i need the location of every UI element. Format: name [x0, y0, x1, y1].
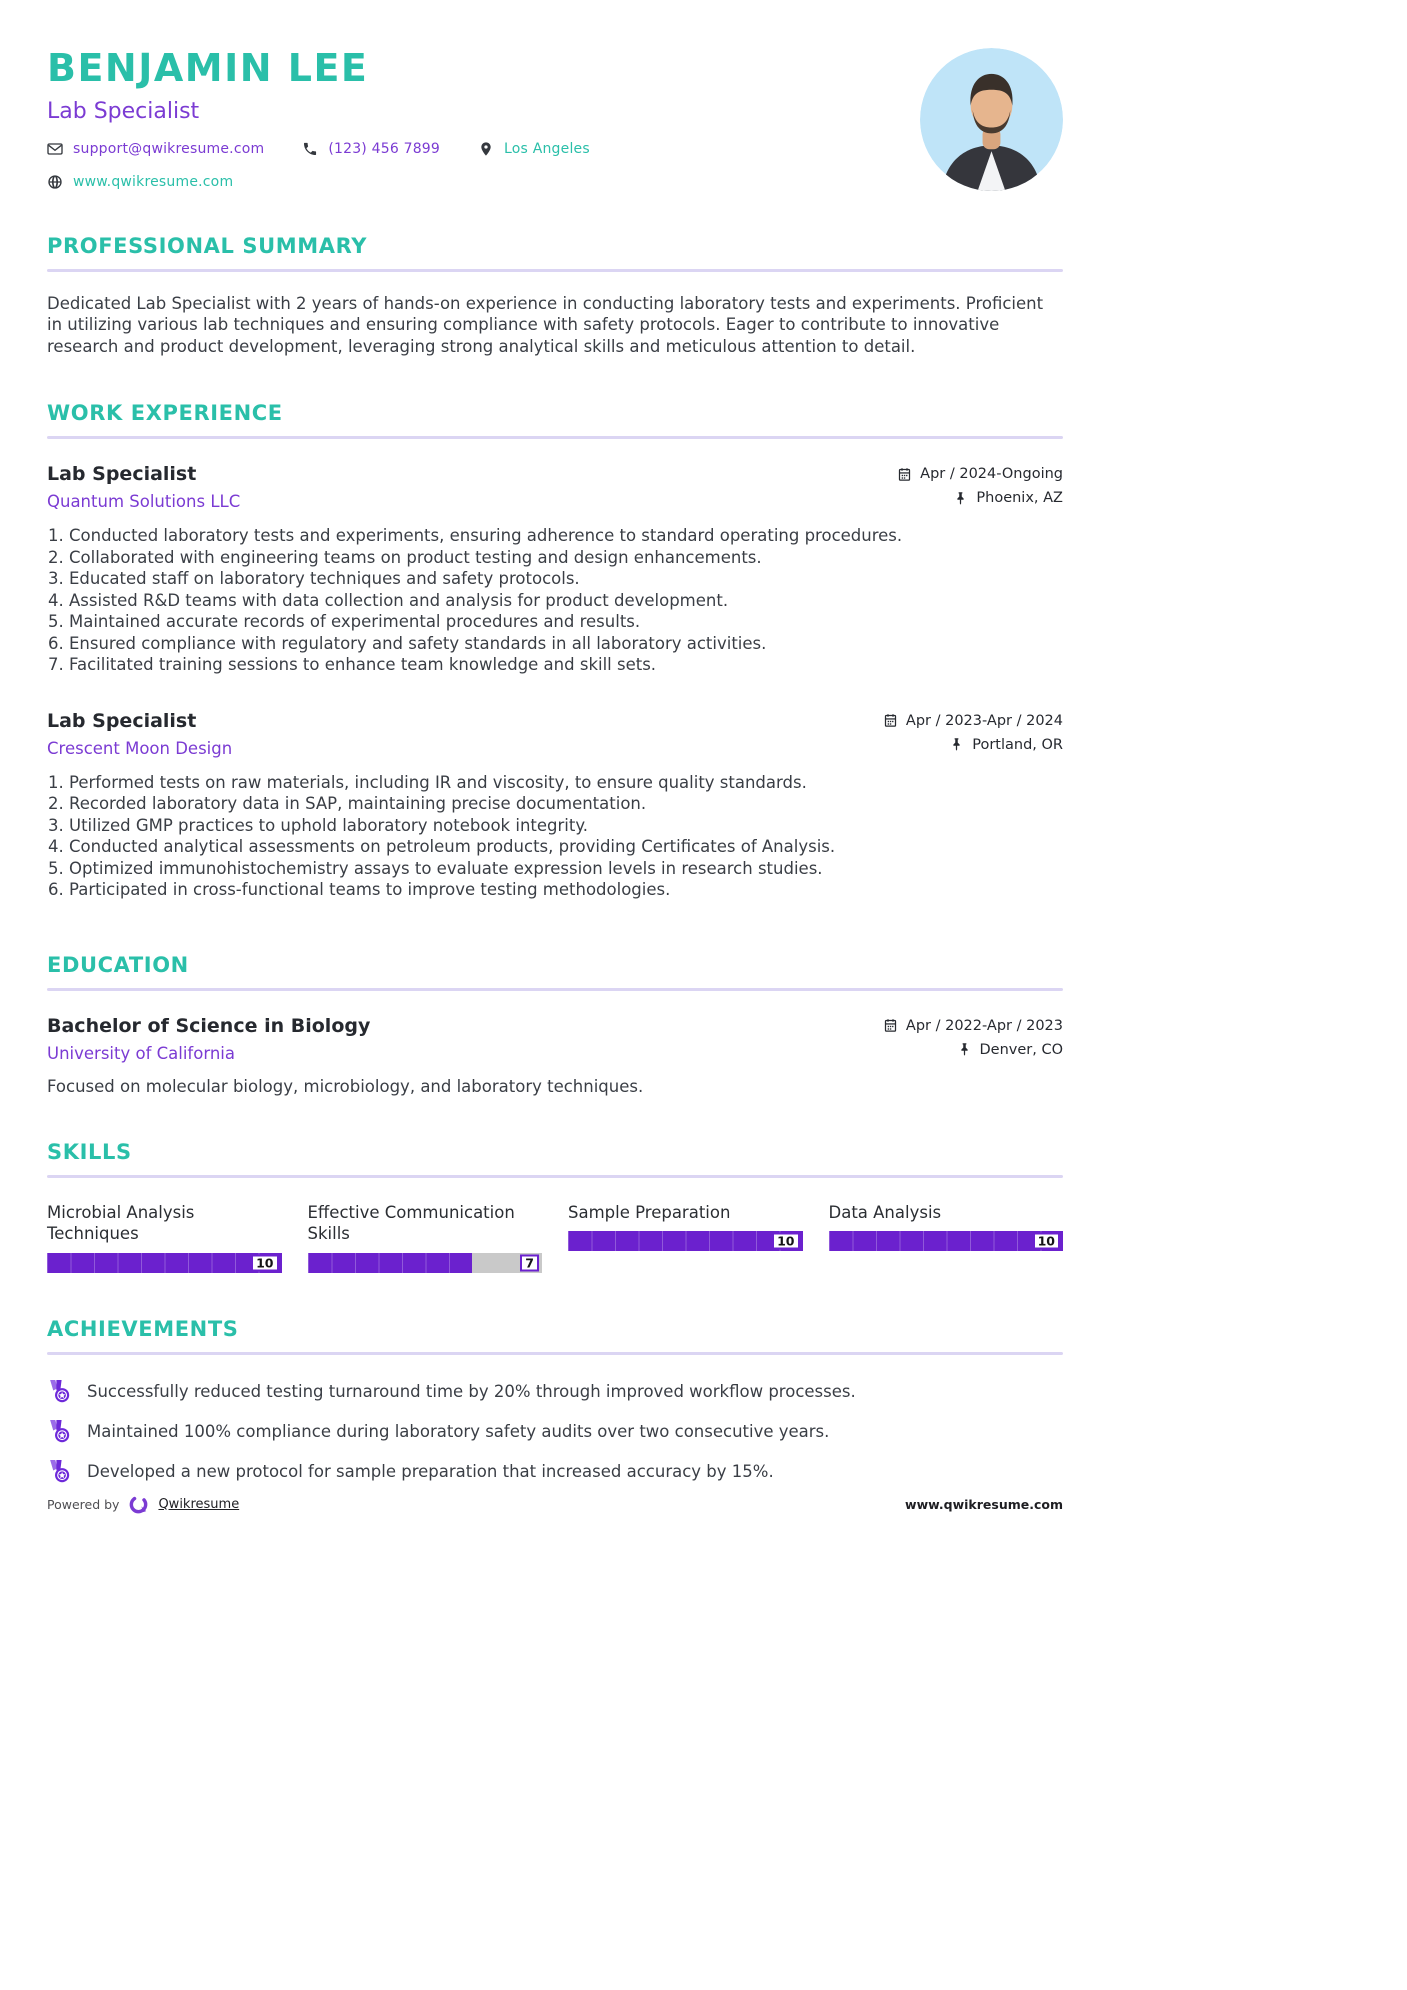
- skill-bar-fill: [568, 1231, 803, 1251]
- education-meta-block: [883, 1015, 1063, 1058]
- achievements-divider: [47, 1352, 1063, 1355]
- header: [47, 0, 1063, 190]
- pushpin-icon: [949, 737, 964, 752]
- job-bullet: 1. Performed tests on raw materials, including IR and viscosity, to ensure quality standards.: [69, 772, 1063, 794]
- location-item: [478, 141, 590, 157]
- achievement-item: [47, 1419, 1063, 1444]
- skill-item: [568, 1202, 803, 1273]
- qwikresume-logo-icon: [128, 1494, 149, 1515]
- job-company: Quantum Solutions LLC: [47, 492, 241, 512]
- skill-bar: [568, 1231, 803, 1251]
- education-description: Focused on molecular biology, microbiology, and laboratory techniques.: [47, 1076, 644, 1096]
- skills-grid: [47, 1202, 1063, 1273]
- contact-row-1: [47, 141, 1063, 157]
- achievement-item: [47, 1459, 1063, 1484]
- job-location-text: Portland, OR: [972, 736, 1063, 753]
- education-dates: [883, 1018, 1063, 1034]
- education-degree: Bachelor of Science in Biology: [47, 1014, 371, 1037]
- phone-icon: [302, 141, 318, 157]
- email-link[interactable]: [47, 141, 264, 157]
- achievement-text: Maintained 100% compliance during laboratory safety audits over two consecutive years.: [87, 1421, 830, 1441]
- job-company: Crescent Moon Design: [47, 738, 233, 758]
- summary-heading: PROFESSIONAL SUMMARY: [47, 233, 368, 258]
- skill-label: Data Analysis: [828, 1202, 942, 1222]
- medal-icon: [47, 1459, 72, 1484]
- job-title-block: [47, 463, 240, 511]
- achievement-item: [47, 1379, 1063, 1404]
- job-dates: [883, 713, 1063, 729]
- education-school: University of California: [47, 1043, 235, 1063]
- person-name: BENJAMIN LEE: [47, 46, 369, 90]
- skill-bar: [829, 1231, 1064, 1251]
- email-text: support@qwikresume.com: [73, 140, 265, 157]
- website-text: www.qwikresume.com: [73, 173, 234, 190]
- map-pin-icon: [478, 141, 494, 157]
- summary-divider: [47, 269, 1063, 272]
- pushpin-icon: [953, 491, 968, 506]
- job-bullet: 1. Conducted laboratory tests and experiments, ensuring adherence to standard operating procedures.: [69, 525, 1063, 547]
- skills-heading: SKILLS: [47, 1139, 132, 1164]
- skill-bar: [47, 1253, 282, 1273]
- job-title-block: [47, 710, 232, 758]
- skills-divider: [47, 1175, 1063, 1178]
- skills-section: [47, 1140, 1063, 1273]
- job-dates-text: Apr / 2024-Ongoing: [920, 466, 1063, 483]
- experience-section: [47, 401, 1063, 901]
- job-title: Lab Specialist: [47, 463, 197, 486]
- skill-bar-fill: [829, 1231, 1064, 1251]
- achievement-text: Developed a new protocol for sample preparation that increased accuracy by 15%.: [87, 1461, 774, 1481]
- phone-text: (123) 456 7899: [328, 140, 441, 157]
- skill-bar-fill: [47, 1253, 282, 1273]
- skill-score-badge: 10: [772, 1233, 799, 1250]
- skill-score-badge: 10: [1033, 1233, 1060, 1250]
- skill-item: [308, 1202, 543, 1273]
- summary-section: [47, 234, 1063, 358]
- skill-bar: [308, 1253, 543, 1273]
- job-bullet: 5. Optimized immunohistochemistry assays to evaluate expression levels in research studies.: [69, 858, 1063, 880]
- medal-icon: [47, 1379, 72, 1404]
- envelope-icon: [47, 141, 63, 157]
- skill-item: [47, 1202, 282, 1273]
- phone-link[interactable]: [302, 141, 440, 157]
- calendar-icon: [883, 1018, 898, 1033]
- job-header: [47, 710, 1063, 758]
- location-text: Los Angeles: [504, 140, 590, 157]
- achievement-text: Successfully reduced testing turnaround time by 20% through improved workflow processes.: [87, 1381, 856, 1401]
- medal-icon: [47, 1419, 72, 1444]
- education-divider: [47, 988, 1063, 991]
- job-bullet-list: [47, 525, 1063, 676]
- footer-website: www.qwikresume.com: [905, 1497, 1063, 1512]
- experience-heading: WORK EXPERIENCE: [47, 401, 283, 426]
- job-bullet: 4. Conducted analytical assessments on petroleum products, providing Certificates of Analysis.: [69, 836, 1063, 858]
- job-bullet: 3. Utilized GMP practices to uphold laboratory notebook integrity.: [69, 815, 1063, 837]
- job-bullet: 2. Recorded laboratory data in SAP, maintaining precise documentation.: [69, 793, 1063, 815]
- globe-icon: [47, 174, 63, 190]
- job-entry-2: [47, 710, 1063, 901]
- footer-branding: [47, 1494, 239, 1515]
- resume-content: [47, 0, 1063, 1484]
- job-location: [949, 737, 1063, 753]
- education-entry: [47, 1015, 1063, 1096]
- education-location: [957, 1042, 1064, 1058]
- qwikresume-link[interactable]: Qwikresume: [158, 1497, 240, 1512]
- avatar-photo: [920, 48, 1063, 191]
- skill-item: [829, 1202, 1064, 1273]
- job-bullet: 6. Participated in cross-functional teams to improve testing methodologies.: [69, 879, 1063, 901]
- contact-row-2: [47, 174, 1063, 190]
- job-bullet: 3. Educated staff on laboratory techniques and safety protocols.: [69, 568, 1063, 590]
- education-location-text: Denver, CO: [979, 1041, 1063, 1058]
- job-bullet: 4. Assisted R&D teams with data collection and analysis for product development.: [69, 590, 1063, 612]
- job-bullet-list: [47, 772, 1063, 901]
- powered-by-label: Powered by: [47, 1497, 120, 1512]
- job-header: [47, 463, 1063, 511]
- skill-label: Microbial Analysis Techniques: [47, 1202, 195, 1244]
- experience-divider: [47, 436, 1063, 439]
- job-bullet: 5. Maintained accurate records of experimental procedures and results.: [69, 611, 1063, 633]
- job-bullet: 2. Collaborated with engineering teams on product testing and design enhancements.: [69, 547, 1063, 569]
- job-bullet: 7. Facilitated training sessions to enhance team knowledge and skill sets.: [69, 654, 1063, 676]
- job-entry-1: [47, 463, 1063, 676]
- skill-score-badge: 10: [251, 1254, 278, 1271]
- skill-label: Sample Preparation: [568, 1202, 731, 1222]
- job-dates-text: Apr / 2023-Apr / 2024: [905, 712, 1063, 729]
- footer: [47, 1494, 1063, 1515]
- skill-bar-fill: [308, 1253, 472, 1273]
- skill-score-badge: 7: [520, 1254, 539, 1271]
- job-dates: [897, 466, 1063, 482]
- job-bullet: 6. Ensured compliance with regulatory and safety standards in all laboratory activities.: [69, 633, 1063, 655]
- calendar-icon: [883, 713, 898, 728]
- person-job-title: Lab Specialist: [47, 98, 200, 124]
- job-location: [953, 490, 1063, 506]
- job-meta-block: [897, 463, 1063, 506]
- achievements-section: [47, 1317, 1063, 1484]
- job-title: Lab Specialist: [47, 709, 197, 732]
- calendar-icon: [897, 467, 912, 482]
- education-header: [47, 1015, 1063, 1063]
- job-location-text: Phoenix, AZ: [976, 490, 1063, 507]
- education-section: [47, 953, 1063, 1096]
- achievements-list: [47, 1379, 1063, 1484]
- pushpin-icon: [957, 1042, 972, 1057]
- education-dates-text: Apr / 2022-Apr / 2023: [905, 1017, 1063, 1034]
- website-link[interactable]: [47, 174, 233, 190]
- summary-text: Dedicated Lab Specialist with 2 years of hands-on experience in conducting laboratory tests and experiments. Proficient in utilizing various lab techniques and ensuring compliance with safety protocols. Eager to contribute to innovative research and product development, leveraging strong analytical skills and meticulous attention to detail.: [47, 293, 1044, 356]
- avatar: [920, 48, 1063, 191]
- education-heading: EDUCATION: [47, 952, 189, 977]
- job-meta-block: [883, 710, 1063, 753]
- achievements-heading: ACHIEVEMENTS: [47, 1316, 239, 1341]
- education-title-block: [47, 1015, 370, 1063]
- skill-label: Effective Communication Skills: [307, 1202, 515, 1244]
